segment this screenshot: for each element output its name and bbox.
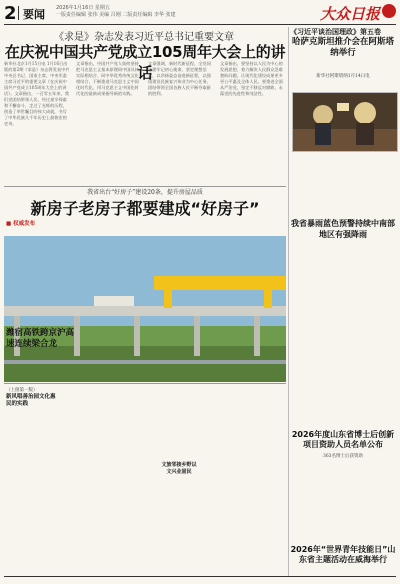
bridge-photo-title: 潍宿高铁跨京沪高速连续梁合龙 xyxy=(6,328,75,349)
lead-column-text: 新华社北京1月15日电 1月16日出版的第2期《求是》杂志将发表中共中央总书记、国家主席、中央军委主席习近平的重要文章《在庆祝中国共产党成立105周年大会上的讲话》。文章指出，一百零五年来，我们党团结带领人民，经过艰辛探索和不懈奋斗，走过了光辉的历程，创造了举世瞩目的伟大成就，书写了中华民族几千年历史上最恢宏的史诗。 xyxy=(4,61,70,126)
skills-day-headline: 2026年“世界青年技能日”山东省主题活动在威海举行 xyxy=(290,545,396,564)
lead-headline: 在庆祝中国共产党成立105周年大会上的讲话 xyxy=(4,43,286,82)
header-editors: 一版责任编辑 张伟 美编 吕刚 二版责任编辑 李华 张建 xyxy=(56,12,176,18)
header-meta xyxy=(56,5,176,19)
railway-bridge-photo xyxy=(4,236,286,382)
lead-column-2 xyxy=(76,61,142,185)
page-number: 2 xyxy=(4,3,17,24)
lead-column-4 xyxy=(220,61,286,185)
header-date: 2026年1月16日 星期五 xyxy=(56,5,110,11)
lead-column-1 xyxy=(4,61,70,185)
lead-column-text: 文章强调，新时代新征程，全党同志要牢记初心使命，坚定理想信念，以昂扬姿态奋进新征程，以强国建设民族复兴伟业为中心任务，团结带领全国各族人民不断夺取新的胜利。 xyxy=(148,61,211,96)
weather-headline: 我省暴雨蓝色预警持续中南部地区有强降雨 xyxy=(291,219,395,239)
masthead-logo: 大众日报 xyxy=(319,5,380,23)
footer-rule xyxy=(4,576,396,577)
section-name: 要闻 xyxy=(23,8,45,21)
continued-kicker: （上接第一版） xyxy=(6,388,38,393)
right-lede: 新华社阿斯塔纳1月14日电 xyxy=(316,74,370,79)
lead-article-body xyxy=(4,61,286,185)
column-tag-label: 权威发布 xyxy=(13,221,36,227)
logo-seal-icon xyxy=(382,4,396,18)
renovation-headline: 新房子老房子都要建成“好房子” xyxy=(30,199,260,218)
column-tag xyxy=(6,219,35,227)
renovation-kicker: 我省出台“好房子”建设20条，提升房屋品质 xyxy=(87,189,203,196)
event-photo xyxy=(292,92,398,152)
page-header xyxy=(4,2,396,24)
culture-tourism-headline: 文旅邻接乡野以文兴业固民 xyxy=(161,462,197,475)
postdoc-headline: 2026年度山东省博士后创新项目资助人员名单公布 xyxy=(291,430,395,449)
bottom-rule xyxy=(4,383,286,384)
right-title: 哈萨克斯坦推介会在阿斯塔纳举行 xyxy=(291,37,394,58)
lead-column-text: 文章指出，要坚持以人民为中心的发展思想，着力解决人民群众急难愁盼问题，让现代化建设成果更多更公平惠及全体人民。要推进全面从严治党，坚定不移反对腐败，永葆党的先进性和纯洁性。 xyxy=(220,61,283,96)
lead-column-3 xyxy=(148,61,214,185)
right-kicker: 《习近平谈治国理政》第五卷 xyxy=(290,28,381,36)
postdoc-subhead: 363名博士后获资助 xyxy=(322,454,364,459)
column-divider xyxy=(288,27,289,576)
lead-column-text: 文章指出，中国共产党人始终坚持把马克思主义基本原理同中国具体实际相结合、同中华优秀传统文化相结合，不断推进马克思主义中国化时代化，用马克思主义中国化时代化的最新成果指导新的实践。 xyxy=(76,61,139,96)
tag-icon: ■ xyxy=(6,221,12,227)
header-rule xyxy=(4,24,396,25)
lead-kicker: 《求是》杂志发表习近平总书记重要文章 xyxy=(54,32,234,43)
culture-article-headline: 新风唱善治园文化惠民的实践 xyxy=(6,394,56,407)
header-divider xyxy=(18,6,19,20)
